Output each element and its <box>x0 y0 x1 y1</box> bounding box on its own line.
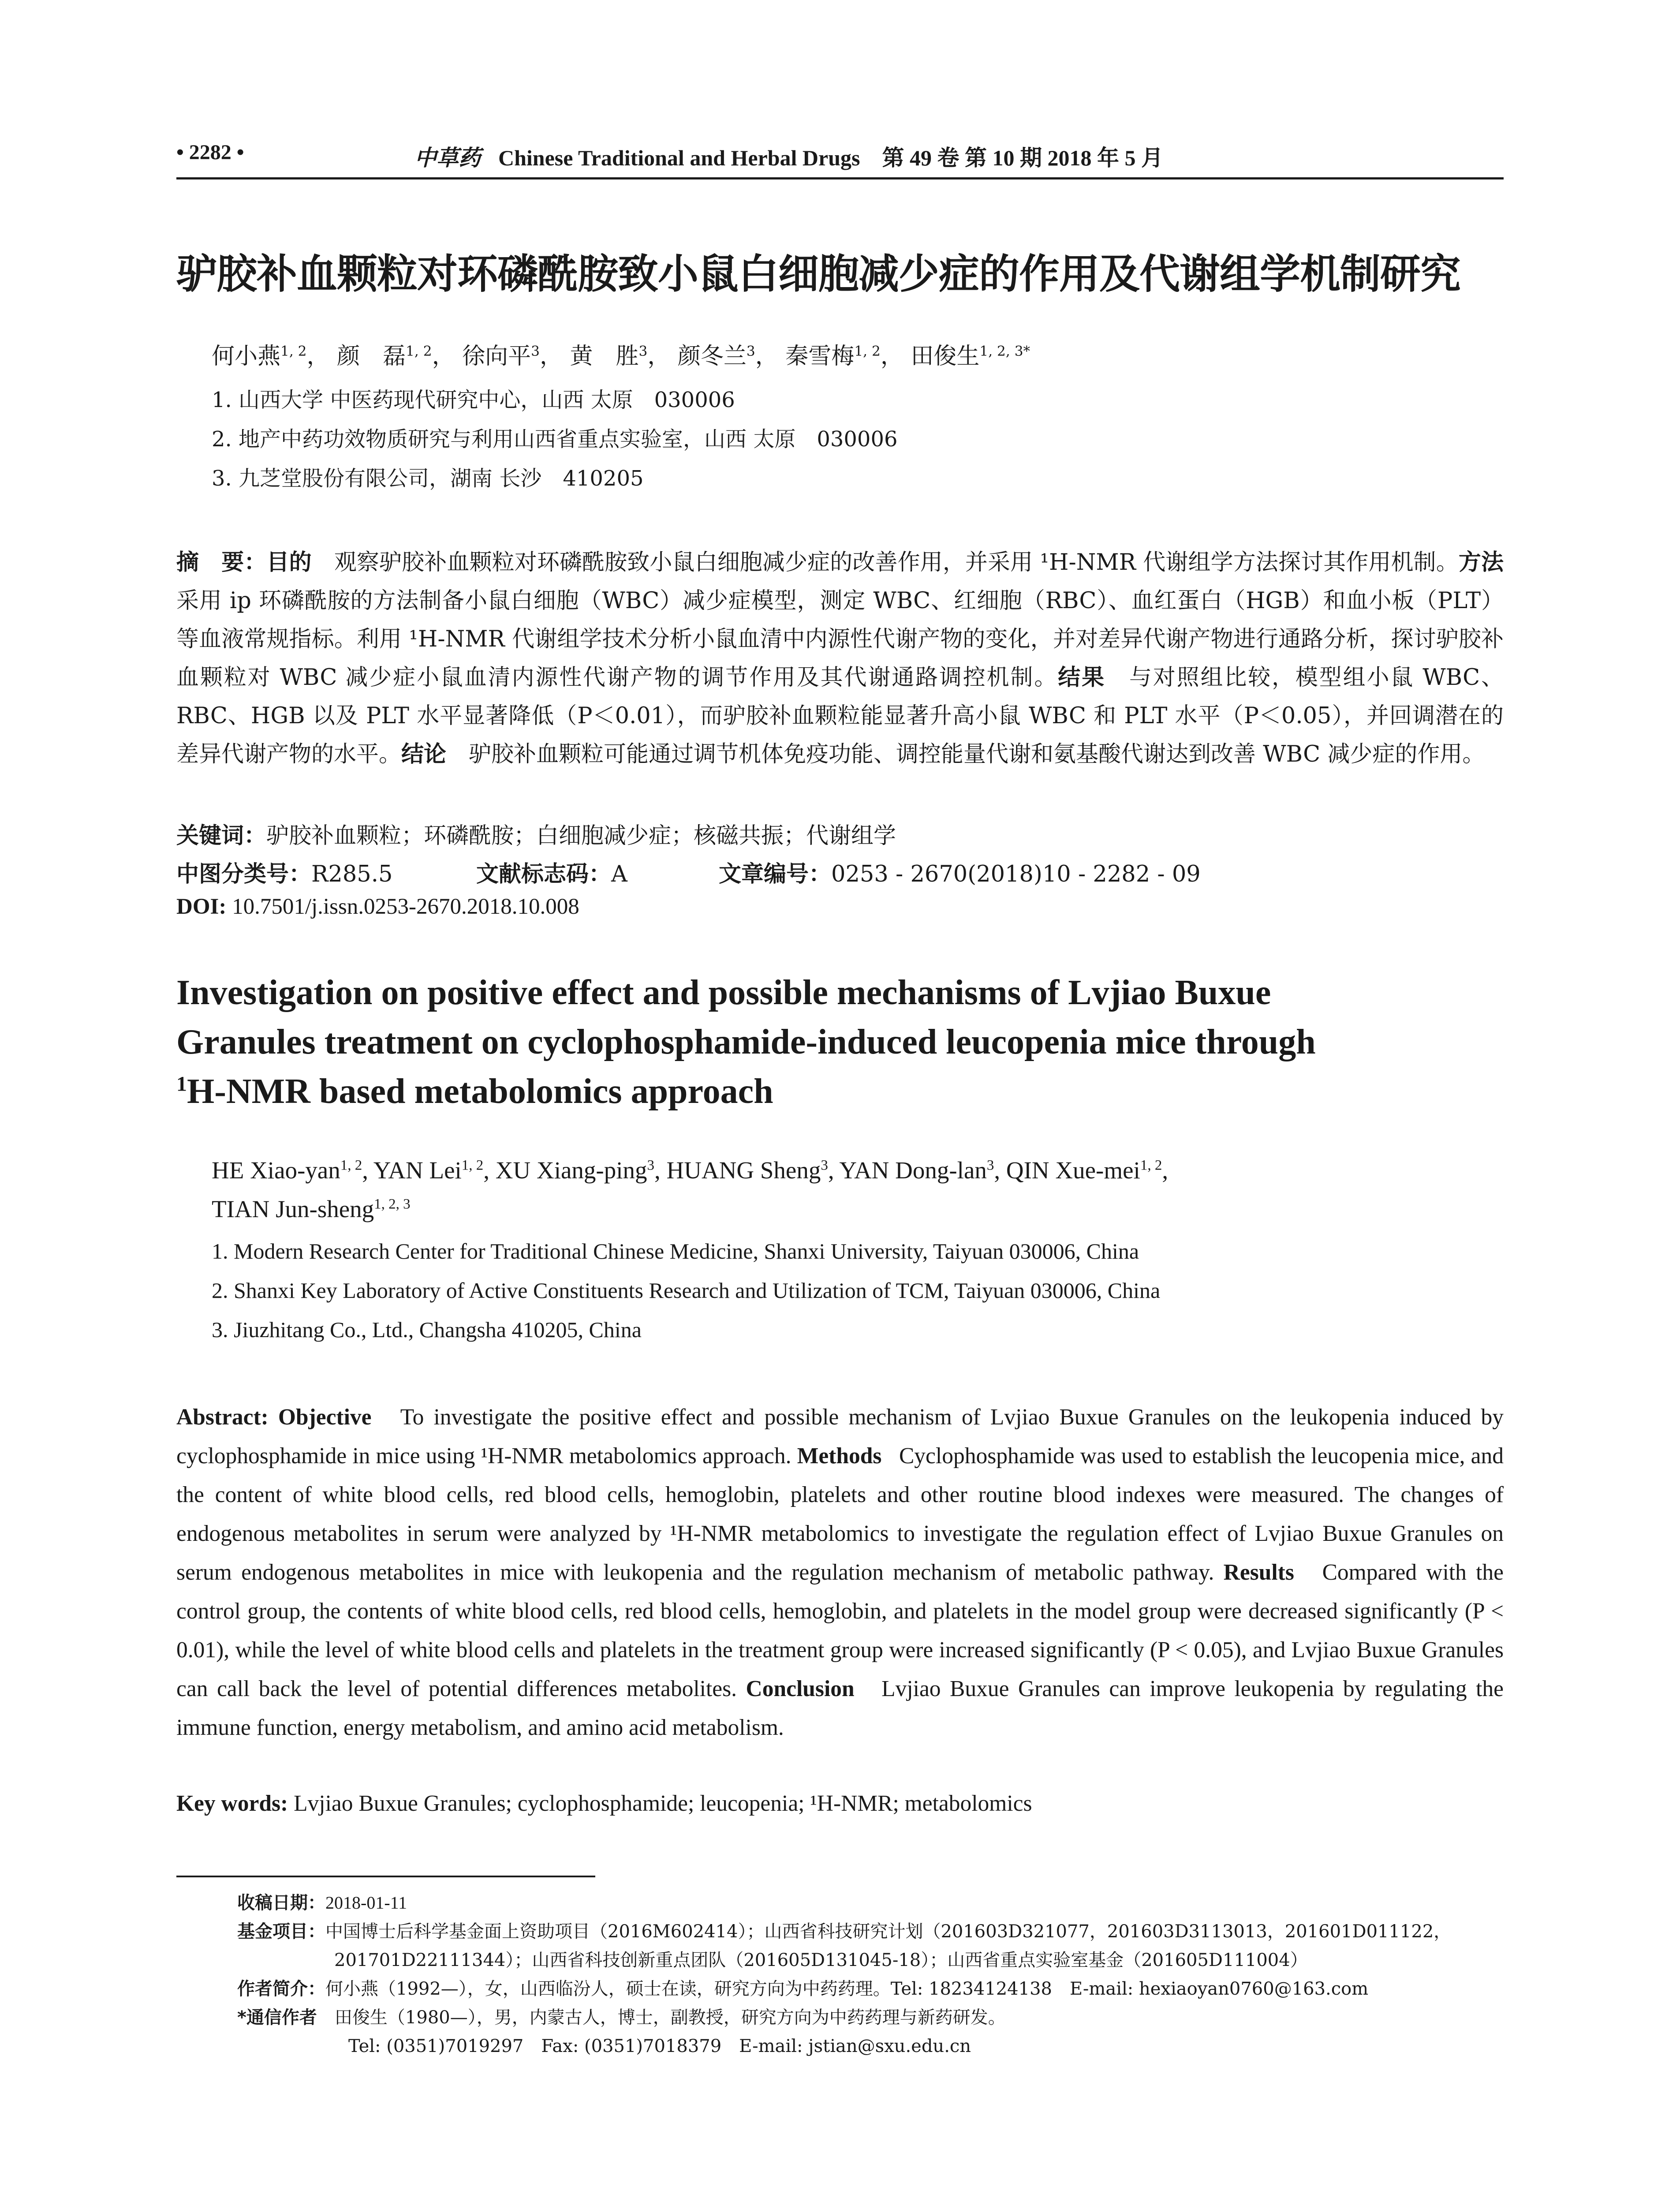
english-title: Investigation on positive effect and possible mechanisms of Lvjiao Buxue Granules treatment on cyclophosphamide-induced leucopenia mice through $^1$H-NMR based metabolomics approach <box>176 973 1316 1111</box>
author: XU Xiang-ping$^3$ <box>495 1157 654 1184</box>
classification-line: 中图分类号：R285.5 <box>176 861 393 887</box>
abstract-label: 摘 要： <box>176 549 267 576</box>
chinese-affiliation-2: 2. 地产中药功效物质研究与利用山西省重点实验室，山西 太原 030006 <box>212 427 898 452</box>
author: 黄 胜$^3$ <box>570 343 648 370</box>
author: 徐向平$^3$ <box>462 343 540 370</box>
methods-label: Methods <box>797 1443 882 1469</box>
chinese-affiliation-1: 1. 山西大学 中医药现代研究中心，山西 太原 030006 <box>212 388 735 412</box>
results-label: 结果 <box>1058 665 1105 691</box>
objective-text: 观察驴胶补血颗粒对环磷酰胺致小鼠白细胞减少症的改善作用，并采用 ¹H-NMR 代谢组学方法探讨其作用机制。 <box>334 549 1459 576</box>
chinese-authors: 何小燕$^{1, 2}$， 颜 磊$^{1, 2}$， 徐向平$^3$， 黄 胜$^3$， 颜冬兰$^3$， 秦雪梅$^{1, 2}$， 田俊生$^{1, 2, 3*}$ <box>212 343 1030 370</box>
conclusion-label: Conclusion <box>746 1676 855 1701</box>
chinese-title: 驴胶补血颗粒对环磷酰胺致小鼠白细胞减少症的作用及代谢组学机制研究 <box>176 250 1461 298</box>
doi-line <box>176 894 579 919</box>
keywords-text: 驴胶补血颗粒；环磷酰胺；白细胞减少症；核磁共振；代谢组学 <box>266 823 896 849</box>
chinese-abstract <box>176 543 1504 774</box>
doi-label: DOI: <box>176 894 227 919</box>
english-keywords <box>176 1790 1032 1816</box>
author: 颜 磊$^{1, 2}$ <box>337 343 432 370</box>
objective-label: 目的 <box>266 549 312 576</box>
english-authors: HE Xiao-yan$^{1, 2}$, YAN Lei$^{1, 2}$, XU Xiang-ping$^3$, HUANG Sheng$^3$, YAN Dong-lan$^3$, QIN Xue-mei$^{1, 2}$, TIAN Jun-sheng$^{1, 2, 3}$ <box>212 1157 1169 1222</box>
received-date: 收稿日期：2018-01-11 <box>237 1893 407 1913</box>
clc-number: R285.5 <box>311 861 393 887</box>
methods-label: 方法 <box>1458 549 1504 576</box>
author: YAN Dong-lan$^3$ <box>839 1157 994 1184</box>
footnote-rule <box>176 1876 595 1877</box>
chinese-affiliation-3: 3. 九芝堂股份有限公司，湖南 长沙 410205 <box>212 466 644 491</box>
conclusion-label: 结论 <box>401 741 447 767</box>
english-affiliation-3: 3. Jiuzhitang Co., Ltd., Changsha 410205, China <box>212 1317 642 1342</box>
document-code: 文献标志码：A <box>476 861 627 887</box>
author: 颜冬兰$^3$ <box>677 343 755 370</box>
doi-link[interactable]: 10.7501/j.issn.0253-2670.2018.10.008 <box>232 894 579 919</box>
journal-name <box>414 140 1163 172</box>
results-text: 与对照组比较，模型组小鼠 WBC、RBC、HGB 以及 PLT 水平显著降低（P＜0.01），而驴胶补血颗粒能显著升高小鼠 WBC 和 PLT 水平（P＜0.05），并回调潜在的差异代谢产物的水平。 <box>176 665 1504 767</box>
author: 田俊生$^{1, 2, 3*}$ <box>911 343 1030 370</box>
conclusion-text: Lvjiao Buxue Granules can improve leukopenia by regulating the immune function, energy metabolism, and amino acid metabolism. <box>176 1676 1504 1740</box>
english-abstract <box>176 1398 1504 1747</box>
corresponding-author: *通信作者 田俊生（1980—），男，内蒙古人，博士，副教授，研究方向为中药药理与新药研发。 <box>237 2007 1006 2028</box>
abstract-label: Abstract: <box>176 1405 269 1430</box>
header-rule <box>176 177 1504 179</box>
running-header <box>176 140 1504 176</box>
funding-continued: 201701D22111344）；山西省科技创新重点团队（201605D131045-18）；山西省重点实验室基金（201605D111004） <box>334 1950 1308 1970</box>
keywords-label: 关键词： <box>176 823 267 849</box>
conclusion-text: 驴胶补血颗粒可能通过调节机体免疫功能、调控能量代谢和氨基酸代谢达到改善 WBC 减少症的作用。 <box>469 741 1485 767</box>
article-id: 文章编号：0253 - 2670(2018)10 - 2282 - 09 <box>719 861 1201 887</box>
corresponding-contact: Tel: (0351)7019297 Fax: (0351)7018379 E-mail: jstian@sxu.edu.cn <box>348 2036 971 2056</box>
author: YAN Lei$^{1, 2}$ <box>373 1157 484 1184</box>
author: HE Xiao-yan$^{1, 2}$ <box>212 1157 362 1184</box>
journal-logo: 中草药 <box>414 145 481 171</box>
page-number: • 2282 • <box>176 141 244 164</box>
chinese-keywords <box>176 817 896 850</box>
author: 何小燕$^{1, 2}$ <box>212 343 307 370</box>
funding: 基金项目：中国博士后科学基金面上资助项目（2016M602414）；山西省科技研究计划（201603D321077，201603D3113013，201601D011122， <box>237 1921 1452 1942</box>
english-affiliation-1: 1. Modern Research Center for Traditional Chinese Medicine, Shanxi University, Taiyuan 030006, China <box>212 1239 1139 1263</box>
author: HUANG Sheng$^3$ <box>666 1157 828 1184</box>
objective-text: To investigate the positive effect and possible mechanism of Lvjiao Buxue Granules on the leukopenia induced by cyclophosphamide in mice using ¹H-NMR metabolomics approach. <box>176 1405 1504 1469</box>
journal-issue: Chinese Traditional and Herbal Drugs 第 49 卷 第 10 期 2018 年 5 月 <box>498 146 1163 170</box>
results-text: Compared with the control group, the contents of white blood cells, red blood cells, hemoglobin, and platelets in the model group were decreased significantly (P < 0.01), while the level of white blood cells and platelets in the treatment group were increased significantly (P < 0.05), and Lvjiao Buxue Granules can call back the level of potential differences metabolites. <box>176 1560 1504 1701</box>
methods-text: Cyclophosphamide was used to establish the leucopenia mice, and the content of white blood cells, red blood cells, hemoglobin, platelets and other routine blood indexes were measured. The changes of endogenous metabolites in serum were analyzed by ¹H-NMR metabolomics to investigate the regulation effect of Lvjiao Buxue Granules on serum endogenous metabolites in mice with leukopenia and the regulation mechanism of metabolic pathway. <box>176 1443 1504 1585</box>
author: 秦雪梅$^{1, 2}$ <box>785 343 881 370</box>
keywords-label: Key words: <box>176 1791 288 1816</box>
author-profile: 作者简介：何小燕（1992—），女，山西临汾人，硕士在读，研究方向为中药药理。Tel: 18234124138 E-mail: hexiaoyan0760@163.com <box>237 1979 1369 1999</box>
author: TIAN Jun-sheng$^{1, 2, 3}$ <box>212 1196 411 1222</box>
results-label: Results <box>1223 1560 1294 1585</box>
english-affiliation-2: 2. Shanxi Key Laboratory of Active Constituents Research and Utilization of TCM, Taiyuan 030006, China <box>212 1278 1161 1303</box>
author: QIN Xue-mei$^{1, 2}$ <box>1006 1157 1162 1184</box>
keywords-text: Lvjiao Buxue Granules; cyclophosphamide; leucopenia; ¹H-NMR; metabolomics <box>294 1791 1032 1816</box>
methods-text: 采用 ip 环磷酰胺的方法制备小鼠白细胞（WBC）减少症模型，测定 WBC、红细胞（RBC）、血红蛋白（HGB）和血小板（PLT）等血液常规指标。利用 ¹H-NMR 代谢组学技术分析小鼠血清中内源性代谢产物的变化，并对差异代谢产物进行通路分析，探讨驴胶补血颗粒对 WBC 减少症小鼠血清内源性代谢产物的调节作用及其代谢通路调控机制。 <box>176 588 1504 691</box>
objective-label: Objective <box>278 1405 372 1430</box>
